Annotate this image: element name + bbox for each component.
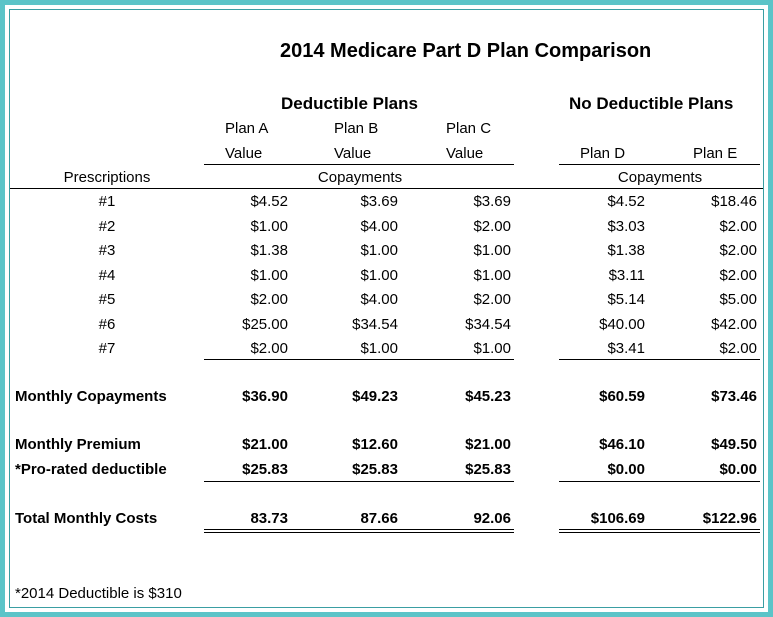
monthly-copayments-plan-d: $60.59 [599, 388, 645, 405]
copayments-header-no-deductible: Copayments [617, 169, 703, 186]
table-header-rule [10, 188, 763, 189]
page-title: 2014 Medicare Part D Plan Comparison [280, 40, 652, 62]
copay-cell-plan-d: $3.41 [607, 340, 645, 357]
prescription-label: #7 [98, 340, 116, 357]
copay-cell-plan-b: $4.00 [360, 291, 398, 308]
prescription-label: #4 [98, 266, 116, 284]
plan-b-type: Value [334, 145, 372, 162]
copay-cell-plan-b: $1.00 [360, 266, 398, 284]
total-monthly-costs-plan-e: $122.96 [702, 510, 757, 527]
copay-sum-rule-deductible [204, 359, 514, 360]
prescription-label: #2 [98, 217, 116, 235]
copay-cell-plan-e: $5.00 [719, 291, 757, 308]
copay-cell-plan-c: $3.69 [473, 193, 511, 210]
copay-cell-plan-a: $25.00 [242, 315, 288, 333]
copay-cell-plan-e: $42.00 [711, 315, 757, 333]
copay-cell-plan-a: $1.00 [250, 266, 288, 284]
header-rule-no-deductible [559, 164, 760, 165]
monthly-premium-label: Monthly Premium [15, 436, 141, 453]
monthly-copayments-plan-b: $49.23 [352, 388, 398, 405]
copay-cell-plan-e: $2.00 [719, 242, 757, 259]
prescription-label: #3 [98, 242, 116, 259]
copay-cell-plan-b: $3.69 [360, 193, 398, 210]
copay-cell-plan-a: $1.38 [250, 242, 288, 259]
copay-cell-plan-d: $3.03 [607, 217, 645, 235]
copay-cell-plan-e: $2.00 [719, 217, 757, 235]
total-double-rule-deductible [204, 529, 514, 533]
prorated-deductible-plan-b: $25.83 [352, 461, 398, 478]
copay-cell-plan-c: $2.00 [473, 217, 511, 235]
total-rule-deductible [204, 481, 514, 482]
monthly-copayments-plan-c: $45.23 [465, 388, 511, 405]
total-monthly-costs-label: Total Monthly Costs [15, 510, 158, 527]
monthly-premium-plan-a: $21.00 [242, 436, 288, 453]
copay-cell-plan-c: $1.00 [473, 242, 511, 259]
total-monthly-costs-plan-b: 87.66 [360, 510, 398, 527]
prorated-deductible-plan-d: $0.00 [607, 461, 645, 478]
copay-cell-plan-b: $4.00 [360, 217, 398, 235]
plan-c-type: Value [446, 145, 484, 162]
plan-d-name: Plan D [580, 145, 626, 162]
copay-cell-plan-a: $1.00 [250, 217, 288, 235]
monthly-premium-plan-b: $12.60 [352, 436, 398, 453]
total-double-rule-no-deductible [559, 529, 760, 533]
copay-cell-plan-c: $1.00 [473, 266, 511, 284]
copay-cell-plan-b: $1.00 [360, 242, 398, 259]
prescriptions-header: Prescriptions [63, 169, 151, 186]
copay-cell-plan-a: $2.00 [250, 340, 288, 357]
copay-cell-plan-d: $3.11 [608, 266, 645, 284]
copay-cell-plan-a: $4.52 [250, 193, 288, 210]
copay-cell-plan-a: $2.00 [250, 291, 288, 308]
copayments-header-deductible: Copayments [317, 169, 403, 186]
copay-cell-plan-d: $4.52 [607, 193, 645, 210]
copay-sum-rule-no-deductible [559, 359, 760, 360]
copay-cell-plan-e: $2.00 [719, 340, 757, 357]
prescription-label: #1 [98, 193, 116, 210]
plan-c-name: Plan C [446, 120, 492, 137]
copay-cell-plan-e: $2.00 [719, 266, 757, 284]
total-rule-no-deductible [559, 481, 760, 482]
prorated-deductible-plan-e: $0.00 [719, 461, 757, 478]
plan-a-name: Plan A [225, 120, 269, 137]
prorated-deductible-plan-c: $25.83 [465, 461, 511, 478]
copay-cell-plan-b: $34.54 [352, 315, 398, 333]
group-header-deductible: Deductible Plans [281, 94, 418, 113]
monthly-premium-plan-d: $46.10 [599, 436, 645, 453]
copay-cell-plan-d: $5.14 [607, 291, 645, 308]
copay-cell-plan-d: $1.38 [607, 242, 645, 259]
monthly-premium-plan-c: $21.00 [465, 436, 511, 453]
monthly-copayments-label: Monthly Copayments [15, 388, 167, 405]
total-monthly-costs-plan-a: 83.73 [250, 510, 288, 527]
plan-e-name: Plan E [693, 145, 738, 162]
copay-cell-plan-c: $1.00 [473, 340, 511, 357]
prorated-deductible-label: *Pro-rated deductible [15, 461, 167, 478]
plan-b-name: Plan B [334, 120, 379, 137]
group-header-no-deductible: No Deductible Plans [569, 94, 734, 113]
copay-cell-plan-e: $18.46 [711, 193, 757, 210]
footnote: *2014 Deductible is $310 [15, 585, 182, 602]
copay-cell-plan-c: $34.54 [465, 315, 511, 333]
monthly-copayments-plan-e: $73.46 [711, 388, 757, 405]
copay-cell-plan-b: $1.00 [360, 340, 398, 357]
prescription-label: #5 [98, 291, 116, 308]
monthly-copayments-plan-a: $36.90 [242, 388, 288, 405]
prescription-label: #6 [98, 315, 116, 333]
monthly-premium-plan-e: $49.50 [711, 436, 757, 453]
header-rule-deductible [204, 164, 514, 165]
total-monthly-costs-plan-c: 92.06 [473, 510, 511, 527]
copay-cell-plan-c: $2.00 [473, 291, 511, 308]
plan-a-type: Value [225, 145, 263, 162]
copay-cell-plan-d: $40.00 [599, 315, 645, 333]
prorated-deductible-plan-a: $25.83 [242, 461, 288, 478]
total-monthly-costs-plan-d: $106.69 [590, 510, 645, 527]
